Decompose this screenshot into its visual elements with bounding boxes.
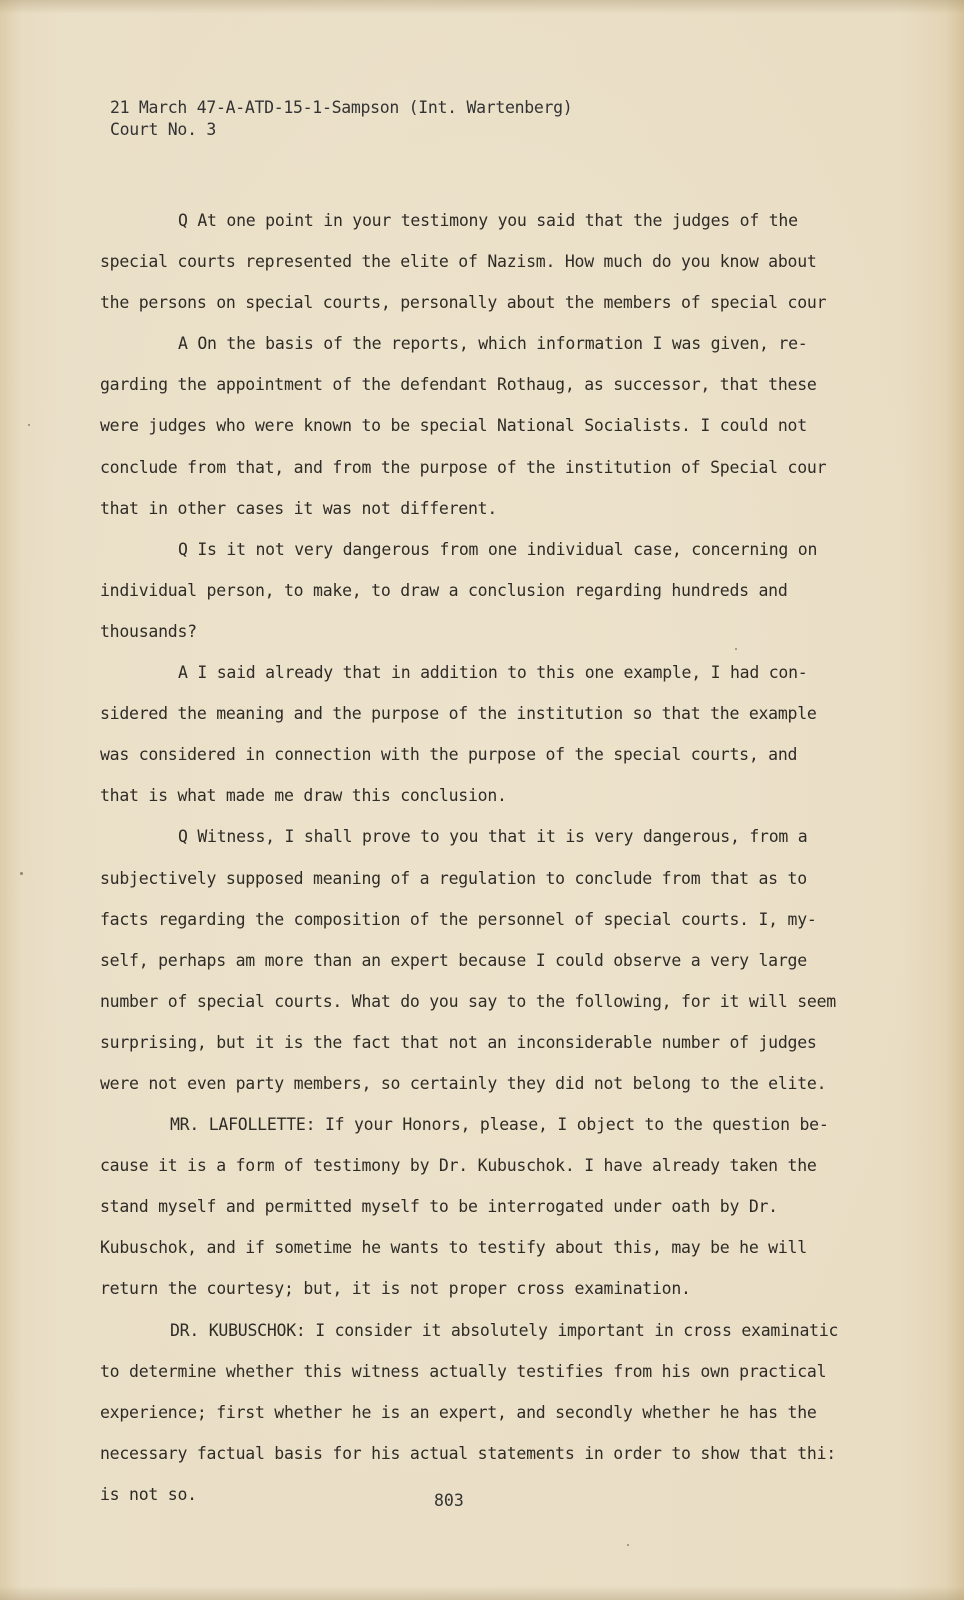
paper-speck	[735, 648, 737, 650]
transcript-line: facts regarding the composition of the personnel of special courts. I, my-	[100, 909, 817, 929]
header-line-court: Court No. 3	[110, 120, 216, 139]
transcript-line: thousands?	[100, 621, 197, 641]
transcript-line: subjectively supposed meaning of a regulation to conclude from that as to	[100, 868, 807, 888]
transcript-line: conclude from that, and from the purpose of the institution of Special cour	[100, 457, 827, 477]
transcript-line: necessary factual basis for his actual statements in order to show that thi:	[100, 1443, 836, 1463]
transcript-line: self, perhaps am more than an expert because I could observe a very large	[100, 950, 807, 970]
transcript-line: Kubuschok, and if sometime he wants to testify about this, may be he will	[100, 1238, 807, 1258]
transcript-line: that is what made me draw this conclusion.	[100, 786, 507, 806]
transcript-line: garding the appointment of the defendant Rothaug, as successor, that these	[100, 375, 817, 395]
transcript-line: A On the basis of the reports, which information I was given, re-	[178, 334, 808, 354]
transcript-line: MR. LAFOLLETTE: If your Honors, please, I object to the question be-	[170, 1115, 829, 1135]
transcript-line: surprising, but it is the fact that not an inconsiderable number of judges	[100, 1032, 817, 1052]
top-edge-shadow	[0, 0, 964, 14]
transcript-line: Q At one point in your testimony you said that the judges of the	[178, 211, 798, 230]
paper-speck	[28, 424, 30, 426]
transcript-line: A I said already that in addition to this one example, I had con-	[178, 663, 808, 683]
transcript-line: Q Is it not very dangerous from one individual case, concerning on	[178, 539, 818, 559]
transcript-body	[100, 200, 880, 1515]
transcript-line: cause it is a form of testimony by Dr. Kubuschok. I have already taken the	[100, 1156, 817, 1176]
transcript-line: sidered the meaning and the purpose of the institution so that the example	[100, 704, 817, 724]
transcript-line: number of special courts. What do you say to the following, for it will seem	[100, 991, 836, 1011]
transcript-line: is not so.	[100, 1484, 197, 1504]
transcript-line: were not even party members, so certainly they did not belong to the elite.	[100, 1073, 827, 1093]
document-header	[110, 97, 572, 141]
transcript-line: special courts represented the elite of Nazism. How much do you know about	[100, 252, 817, 272]
paper-speck	[627, 1544, 629, 1546]
transcript-line: to determine whether this witness actually testifies from his own practical	[100, 1361, 827, 1381]
transcript-line: Q Witness, I shall prove to you that it is very dangerous, from a	[178, 827, 808, 847]
bottom-edge-shadow	[0, 1586, 964, 1600]
transcript-line: experience; first whether he is an expert, and secondly whether he has the	[100, 1402, 817, 1422]
transcript-line: stand myself and permitted myself to be interrogated under oath by Dr.	[100, 1197, 778, 1217]
transcript-line: were judges who were known to be special National Socialists. I could not	[100, 416, 807, 436]
transcript-line: DR. KUBUSCHOK: I consider it absolutely important in cross examinatic	[170, 1320, 839, 1340]
page-number: 803	[434, 1491, 464, 1510]
transcript-line: was considered in connection with the purpose of the special courts, and	[100, 745, 798, 765]
transcript-line: individual person, to make, to draw a conclusion regarding hundreds and	[100, 580, 788, 600]
transcript-line: return the courtesy; but, it is not proper cross examination.	[100, 1279, 691, 1299]
transcript-line: that in other cases it was not different.	[100, 498, 498, 518]
paper-speck	[20, 872, 23, 875]
header-line-case: 21 March 47-A-ATD-15-1-Sampson (Int. Wartenberg)	[110, 98, 573, 117]
transcript-line: the persons on special courts, personally about the members of special cour	[100, 293, 827, 313]
